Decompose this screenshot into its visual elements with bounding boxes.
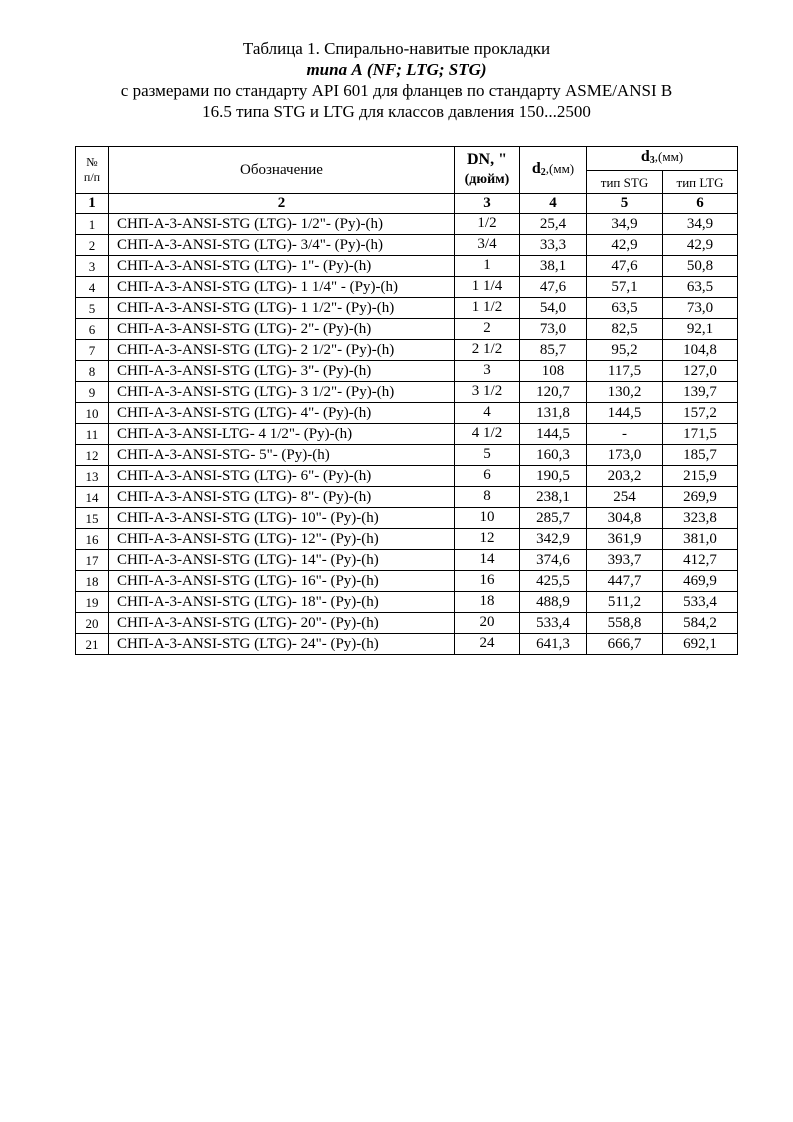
row-d2: 25,4: [520, 214, 587, 235]
row-d2: 73,0: [520, 319, 587, 340]
table-row: [76, 424, 738, 445]
row-d2: 374,6: [520, 550, 587, 571]
table-row: [76, 361, 738, 382]
row-d3-ltg: 533,4: [663, 592, 738, 613]
row-dn: 16: [455, 571, 520, 592]
row-number: 9: [76, 382, 109, 403]
row-number: 20: [76, 613, 109, 634]
row-number: 2: [76, 235, 109, 256]
header-d3: $d_3,(мм)$: [587, 147, 738, 171]
row-dn: 5: [455, 445, 520, 466]
table-row: [76, 256, 738, 277]
table-row: [76, 340, 738, 361]
row-d3-stg: 558,8: [587, 613, 663, 634]
row-d2: 190,5: [520, 466, 587, 487]
gasket-spec-table: [75, 146, 738, 655]
row-d3-stg: 173,0: [587, 445, 663, 466]
row-dn: 3: [455, 361, 520, 382]
row-d3-stg: 393,7: [587, 550, 663, 571]
row-designation: СНП-А-3-ANSI-STG (LTG)- 1/2"- (Py)-(h): [109, 214, 455, 235]
row-number: 19: [76, 592, 109, 613]
row-dn: 12: [455, 529, 520, 550]
row-d3-stg: 63,5: [587, 298, 663, 319]
row-d3-ltg: 692,1: [663, 634, 738, 655]
title-line-4: 16.5 типа STG и LTG для классов давления 150...2500: [202, 102, 591, 121]
row-number: 17: [76, 550, 109, 571]
row-dn: 3/4: [455, 235, 520, 256]
row-d2: 488,9: [520, 592, 587, 613]
row-number: 6: [76, 319, 109, 340]
row-d3-ltg: 269,9: [663, 487, 738, 508]
row-designation: СНП-А-3-ANSI-STG (LTG)- 8"- (Py)-(h): [109, 487, 455, 508]
table-row: [76, 319, 738, 340]
row-d3-stg: 447,7: [587, 571, 663, 592]
row-d2: 33,3: [520, 235, 587, 256]
row-d3-ltg: 171,5: [663, 424, 738, 445]
table-row: [76, 403, 738, 424]
row-d3-stg: 144,5: [587, 403, 663, 424]
row-d3-ltg: 323,8: [663, 508, 738, 529]
row-number: 1: [76, 214, 109, 235]
row-designation: СНП-А-3-ANSI-STG (LTG)- 2 1/2"- (Py)-(h): [109, 340, 455, 361]
row-dn: 8: [455, 487, 520, 508]
header-d2: $d_2,(мм)$: [520, 147, 587, 194]
row-d2: 38,1: [520, 256, 587, 277]
column-number: 6: [663, 194, 738, 214]
row-number: 15: [76, 508, 109, 529]
row-number: 11: [76, 424, 109, 445]
row-number: 8: [76, 361, 109, 382]
row-designation: СНП-А-3-ANSI-STG (LTG)- 20"- (Py)-(h): [109, 613, 455, 634]
row-d3-stg: 117,5: [587, 361, 663, 382]
row-d3-stg: 511,2: [587, 592, 663, 613]
row-d2: 85,7: [520, 340, 587, 361]
row-d2: 131,8: [520, 403, 587, 424]
row-d3-ltg: 584,2: [663, 613, 738, 634]
row-d2: 47,6: [520, 277, 587, 298]
row-d3-stg: 42,9: [587, 235, 663, 256]
row-dn: 1: [455, 256, 520, 277]
table-row: [76, 508, 738, 529]
column-number: 4: [520, 194, 587, 214]
row-d2: 144,5: [520, 424, 587, 445]
row-d2: 342,9: [520, 529, 587, 550]
table-row: [76, 550, 738, 571]
column-number: 3: [455, 194, 520, 214]
row-number: 7: [76, 340, 109, 361]
row-dn: 14: [455, 550, 520, 571]
row-d2: 54,0: [520, 298, 587, 319]
header-dn: DN, " (дюйм): [455, 147, 520, 194]
row-d3-stg: 254: [587, 487, 663, 508]
row-d3-ltg: 50,8: [663, 256, 738, 277]
table-row: [76, 445, 738, 466]
row-dn: 1 1/4: [455, 277, 520, 298]
row-d2: 160,3: [520, 445, 587, 466]
table-row: [76, 634, 738, 655]
table-body: [76, 214, 738, 655]
document-title: [0, 38, 793, 122]
row-d3-stg: 47,6: [587, 256, 663, 277]
table-row: [76, 382, 738, 403]
row-d3-stg: 130,2: [587, 382, 663, 403]
row-d3-ltg: 215,9: [663, 466, 738, 487]
row-dn: 4 1/2: [455, 424, 520, 445]
row-dn: 3 1/2: [455, 382, 520, 403]
row-d2: 285,7: [520, 508, 587, 529]
row-d3-ltg: 34,9: [663, 214, 738, 235]
row-number: 12: [76, 445, 109, 466]
row-d2: 533,4: [520, 613, 587, 634]
row-d2: 641,3: [520, 634, 587, 655]
row-designation: СНП-А-3-ANSI-STG (LTG)- 6"- (Py)-(h): [109, 466, 455, 487]
row-d3-ltg: 139,7: [663, 382, 738, 403]
row-designation: СНП-А-3-ANSI-LTG- 4 1/2"- (Py)-(h): [109, 424, 455, 445]
row-dn: 2 1/2: [455, 340, 520, 361]
row-number: 5: [76, 298, 109, 319]
table-row: [76, 277, 738, 298]
row-d3-stg: 203,2: [587, 466, 663, 487]
row-number: 10: [76, 403, 109, 424]
row-d3-ltg: 92,1: [663, 319, 738, 340]
header-stg: тип STG: [587, 171, 663, 194]
row-number: 14: [76, 487, 109, 508]
row-d2: 238,1: [520, 487, 587, 508]
row-dn: 2: [455, 319, 520, 340]
row-dn: 6: [455, 466, 520, 487]
row-d3-ltg: 157,2: [663, 403, 738, 424]
row-d3-stg: 95,2: [587, 340, 663, 361]
row-designation: СНП-А-3-ANSI-STG (LTG)- 1 1/2"- (Py)-(h): [109, 298, 455, 319]
row-designation: СНП-А-3-ANSI-STG (LTG)- 3 1/2"- (Py)-(h): [109, 382, 455, 403]
row-d2: 120,7: [520, 382, 587, 403]
row-d3-stg: 82,5: [587, 319, 663, 340]
row-d3-ltg: 104,8: [663, 340, 738, 361]
row-dn: 18: [455, 592, 520, 613]
row-number: 18: [76, 571, 109, 592]
row-number: 3: [76, 256, 109, 277]
row-designation: СНП-А-3-ANSI-STG (LTG)- 14"- (Py)-(h): [109, 550, 455, 571]
row-designation: СНП-А-3-ANSI-STG (LTG)- 2"- (Py)-(h): [109, 319, 455, 340]
row-d3-stg: 361,9: [587, 529, 663, 550]
row-dn: 20: [455, 613, 520, 634]
header-ltg: тип LTG: [663, 171, 738, 194]
title-line-3: с размерами по стандарту API 601 для фланцев по стандарту ASME/ANSI B: [120, 81, 673, 100]
row-number: 21: [76, 634, 109, 655]
row-designation: СНП-А-3-ANSI-STG (LTG)- 4"- (Py)-(h): [109, 403, 455, 424]
row-d3-ltg: 63,5: [663, 277, 738, 298]
row-d3-stg: 57,1: [587, 277, 663, 298]
row-d3-ltg: 42,9: [663, 235, 738, 256]
row-designation: СНП-А-3-ANSI-STG (LTG)- 1"- (Py)-(h): [109, 256, 455, 277]
table-row: [76, 466, 738, 487]
table-row: [76, 214, 738, 235]
row-designation: СНП-А-3-ANSI-STG (LTG)- 10"- (Py)-(h): [109, 508, 455, 529]
row-d3-ltg: 185,7: [663, 445, 738, 466]
row-d3-ltg: 73,0: [663, 298, 738, 319]
row-dn: 10: [455, 508, 520, 529]
table-row: [76, 613, 738, 634]
table-row: [76, 298, 738, 319]
row-designation: СНП-А-3-ANSI-STG (LTG)- 18"- (Py)-(h): [109, 592, 455, 613]
table-row: [76, 529, 738, 550]
row-dn: 1/2: [455, 214, 520, 235]
column-number: 5: [587, 194, 663, 214]
row-dn: 4: [455, 403, 520, 424]
column-number-row: [76, 194, 738, 214]
row-designation: СНП-А-3-ANSI-STG (LTG)- 3/4"- (Py)-(h): [109, 235, 455, 256]
row-d3-ltg: 127,0: [663, 361, 738, 382]
row-number: 4: [76, 277, 109, 298]
title-line-1: Таблица 1. Спирально-навитые прокладки: [242, 39, 551, 58]
row-d2: 425,5: [520, 571, 587, 592]
table-row: [76, 487, 738, 508]
row-d3-stg: -: [587, 424, 663, 445]
row-d3-ltg: 469,9: [663, 571, 738, 592]
column-number: 2: [109, 194, 455, 214]
title-line-2: типа А (NF; LTG; STG): [306, 60, 487, 79]
table-row: [76, 235, 738, 256]
row-d3-stg: 34,9: [587, 214, 663, 235]
row-number: 16: [76, 529, 109, 550]
row-dn: 24: [455, 634, 520, 655]
row-designation: СНП-А-3-ANSI-STG- 5"- (Py)-(h): [109, 445, 455, 466]
row-d3-stg: 666,7: [587, 634, 663, 655]
table-row: [76, 571, 738, 592]
table-row: [76, 592, 738, 613]
row-dn: 1 1/2: [455, 298, 520, 319]
row-d3-stg: 304,8: [587, 508, 663, 529]
row-designation: СНП-А-3-ANSI-STG (LTG)- 3"- (Py)-(h): [109, 361, 455, 382]
header-row-1: [76, 147, 738, 171]
header-num: № п/п: [76, 147, 109, 194]
row-d3-ltg: 412,7: [663, 550, 738, 571]
row-number: 13: [76, 466, 109, 487]
row-designation: СНП-А-3-ANSI-STG (LTG)- 1 1/4" - (Py)-(h): [109, 277, 455, 298]
row-designation: СНП-А-3-ANSI-STG (LTG)- 12"- (Py)-(h): [109, 529, 455, 550]
column-number: 1: [76, 194, 109, 214]
row-d3-ltg: 381,0: [663, 529, 738, 550]
row-designation: СНП-А-3-ANSI-STG (LTG)- 16"- (Py)-(h): [109, 571, 455, 592]
row-designation: СНП-А-3-ANSI-STG (LTG)- 24"- (Py)-(h): [109, 634, 455, 655]
row-d2: 108: [520, 361, 587, 382]
header-designation: Обозначение: [109, 147, 455, 194]
